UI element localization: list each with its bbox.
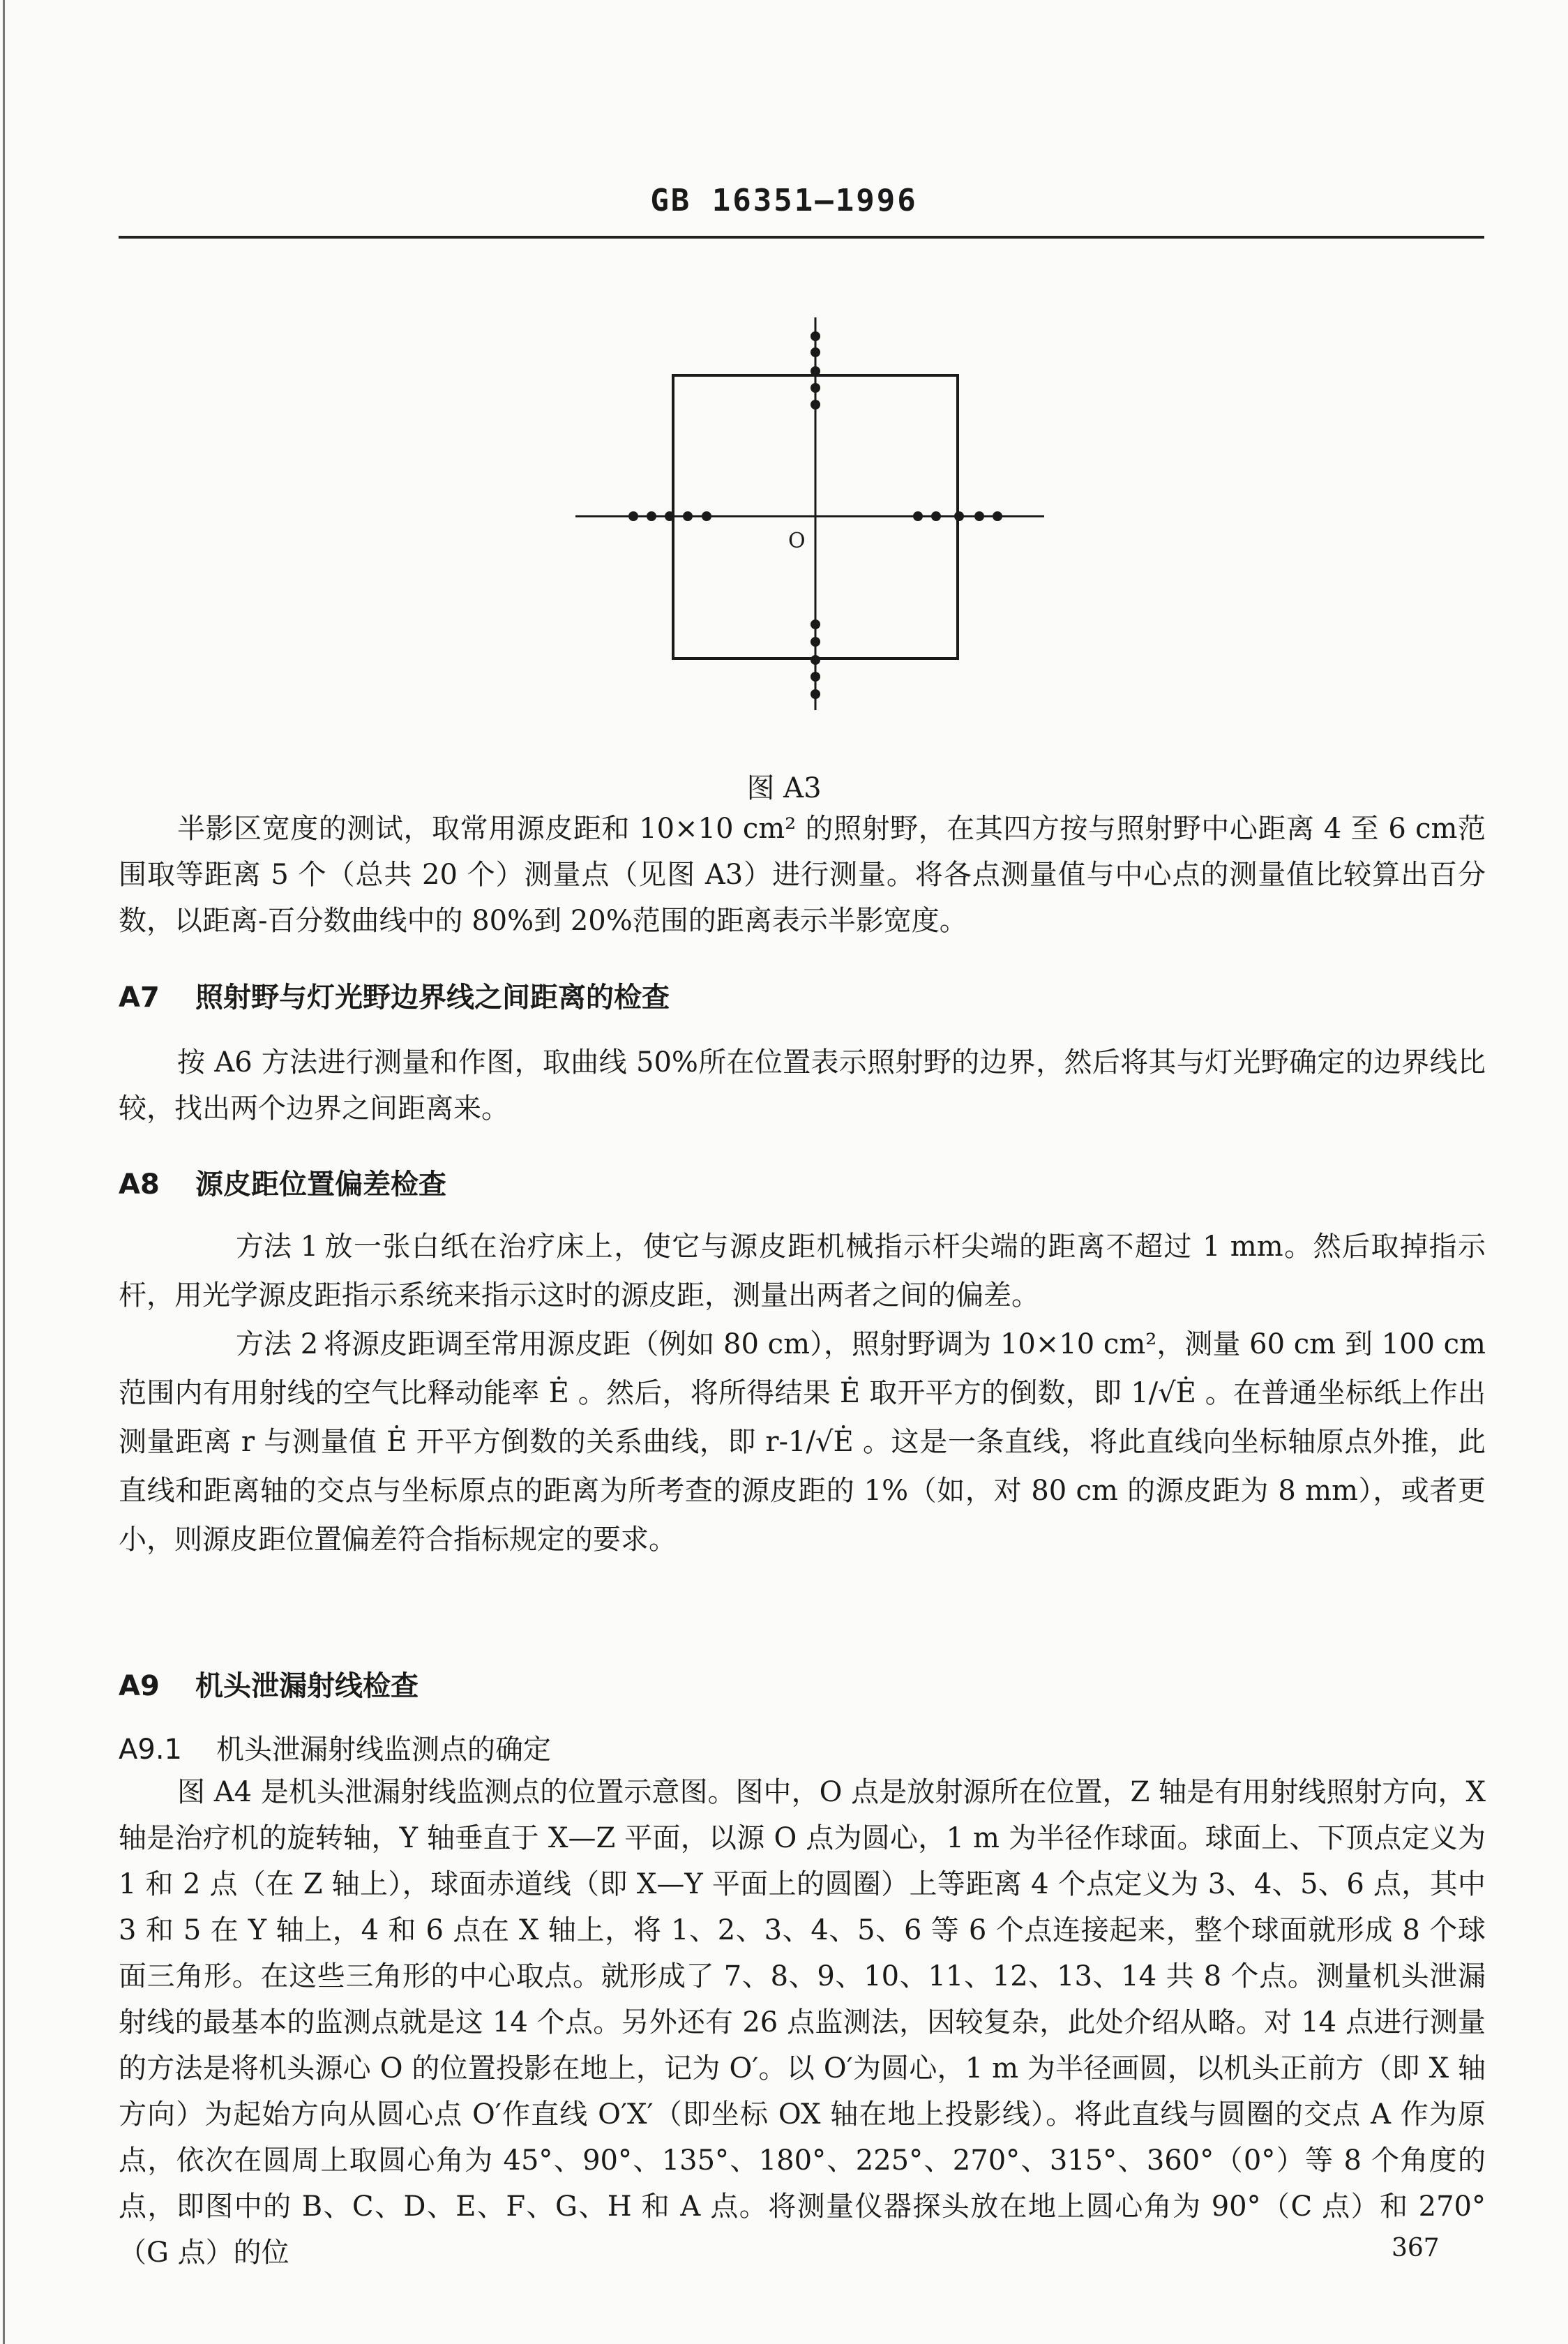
subsection-a91-body	[119, 1769, 1486, 2276]
subsection-a91-heading	[119, 1727, 551, 1767]
subsection-title: 机头泄漏射线监测点的确定	[216, 1734, 551, 1766]
header-rule	[119, 236, 1484, 239]
method2-text: 将源皮距调至常用源皮距（例如 80 cm），照射野调为 10×10 cm²，测量 60 cm 到 100 cm 范围内有用射线的空气比释动能率 Ė 。然后，将所得结果 Ė 取开平方的倒数，即 1/√Ė 。在普通坐标纸上作出测量距离 r 与测量值 Ė 开平方倒数的关系曲线，即 r-1/√Ė 。这是一条直线，将此直线向坐标轴原点外推，此直线和距离轴的交点与坐标原点的距离为所考查的源皮距的 1%（如，对 80 cm 的源皮距为 8 mm），或者更小，则源皮距位置偏差符合指标规定的要求。	[119, 1328, 1486, 1556]
a7-paragraph: 按 A6 方法进行测量和作图，取曲线 50%所在位置表示照射野的边界，然后将其与灯光野确定的边界线比较，找出两个边界之间距离来。	[119, 1046, 1486, 1125]
page-number: 367	[1392, 2234, 1440, 2262]
measurement-point	[811, 689, 820, 699]
method1-label: 方法 1	[236, 1231, 319, 1263]
measurement-point	[811, 347, 820, 357]
measurement-point	[811, 366, 820, 376]
a8-method1-paragraph	[119, 1222, 1486, 1320]
section-a9-heading	[119, 1664, 419, 1704]
measurement-point	[931, 511, 941, 521]
origin-label: O	[788, 529, 806, 553]
measurement-point	[993, 511, 1002, 521]
measurement-point	[811, 383, 820, 393]
section-title: 照射野与灯光野边界线之间距离的检查	[195, 982, 670, 1014]
measurement-point	[913, 511, 923, 521]
measurement-point	[702, 511, 711, 521]
a8-method2-paragraph	[119, 1320, 1486, 1564]
section-number: A7	[119, 982, 160, 1014]
figure-a3	[558, 307, 1060, 726]
section-a8-heading	[119, 1162, 446, 1202]
method2-label: 方法 2	[236, 1328, 319, 1360]
measurement-point	[811, 619, 820, 629]
measurement-point	[811, 400, 820, 410]
measurement-point	[665, 511, 674, 521]
method1-text: 放一张白纸在治疗床上，使它与源皮距机械指示杆尖端的距离不超过 1 mm。然后取掉指示杆，用光学源皮距指示系统来指示这时的源皮距，测量出两者之间的偏差。	[119, 1231, 1486, 1312]
a91-paragraph: 图 A4 是机头泄漏射线监测点的位置示意图。图中，O 点是放射源所在位置，Z 轴是有用射线照射方向，X 轴是治疗机的旋转轴，Y 轴垂直于 X—Z 平面，以源 O 点为圆心，1 m 为半径作球面。球面上、下顶点定义为 1 和 2 点（在 Z 轴上），球面赤道线（即 X—Y 平面上的圆圈）上等距离 4 个点定义为 3、4、5、6 点，其中 3 和 5 在 Y 轴上，4 和 6 点在 X 轴上，将 1、2、3、4、5、6 等 6 个点连接起来，整个球面就形成 8 个球面三角形。在这些三角形的中心取点。就形成了 7、8、9、10、11、12、13、14 共 8 个点。测量机头泄漏射线的最基本的监测点就是这 14 个点。另外还有 26 点监测法，因较复杂，此处介绍从略。对 14 点进行测量的方法是将机头源心 O 的位置投影在地上，记为 O′。以 O′为圆心，1 m 为半径画圆，以机头正前方（即 X 轴方向）为起始方向从圆心点 O′作直线 O′X′（即坐标 OX 轴在地上投影线）。将此直线与圆圈的交点 A 作为原点，依次在圆周上取圆心角为 45°、90°、135°、180°、225°、270°、315°、360°（0°）等 8 个角度的点，即图中的 B、C、D、E、F、G、H 和 A 点。将测量仪器探头放在地上圆心角为 90°（C 点）和 270°（G 点）的位	[119, 1776, 1486, 2269]
measurement-point	[811, 637, 820, 647]
measurement-point	[811, 331, 820, 341]
measurement-point	[647, 511, 656, 521]
section-a7-heading	[119, 975, 670, 1015]
measurement-point	[811, 655, 820, 665]
section-number: A8	[119, 1169, 160, 1201]
subsection-number: A9.1	[119, 1734, 182, 1766]
measurement-point	[811, 672, 820, 682]
measurement-point	[628, 511, 638, 521]
intro-paragraph: 半影区宽度的测试，取常用源皮距和 10×10 cm² 的照射野，在其四方按与照射野中心距离 4 至 6 cm范围取等距离 5 个（总共 20 个）测量点（见图 A3）进行测量。将各点测量值与中心点的测量值比较算出百分数，以距离-百分数曲线中的 80%到 20%范围的距离表示半影宽度。	[119, 813, 1486, 937]
section-number: A9	[119, 1670, 160, 1702]
standard-header: GB 16351—1996	[650, 183, 918, 218]
measurement-point	[954, 511, 964, 521]
figure-caption: 图 A3	[746, 772, 822, 804]
scan-edge-line	[3, 0, 5, 2344]
measurement-point	[974, 511, 984, 521]
section-a7-body	[119, 1039, 1486, 1132]
section-title: 源皮距位置偏差检查	[195, 1169, 446, 1201]
measurement-point	[683, 511, 693, 521]
section-title: 机头泄漏射线检查	[195, 1670, 419, 1702]
section-a8-body	[119, 1222, 1486, 1564]
intro-section	[119, 806, 1486, 944]
